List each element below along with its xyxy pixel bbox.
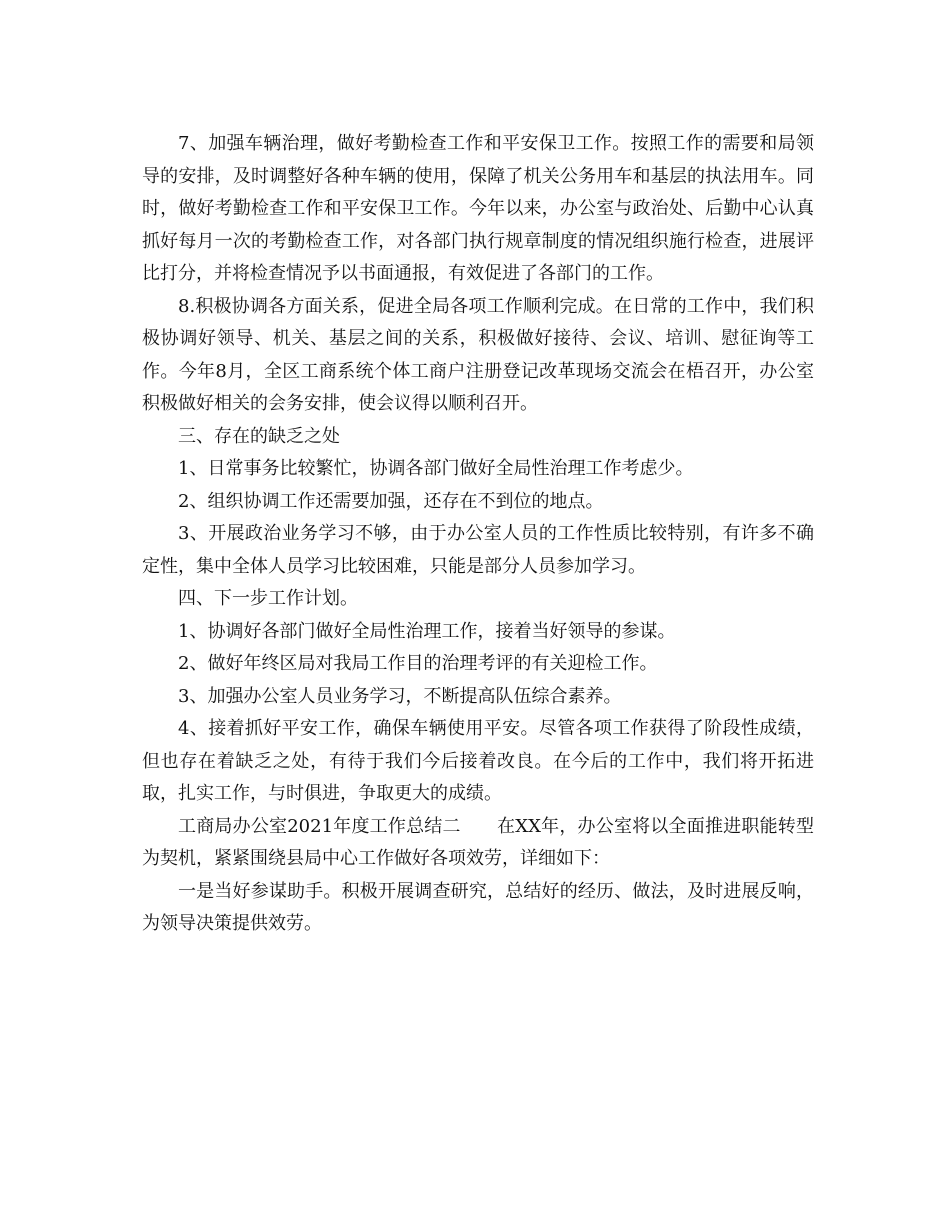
paragraph-coordination: 8.积极协调各方面关系，促进全局各项工作顺利完成。在日常的工作中，我们积极协调好领导、机关、基层之间的关系，积极做好接待、会议、培训、慰征询等工作。今年8月，全区工商系统个体工商户注册登记改革现场交流会在梧召开，办公室积极做好相关的会务安排，使会议得以顺利召开。	[142, 295, 814, 414]
section-heading-next-plan: 四、下一步工作计划。	[178, 588, 358, 609]
paragraph-vehicle-management: 7、加强车辆治理，做好考勤检查工作和平安保卫工作。按照工作的需要和局领导的安排，及时调整好各种车辆的使用，保障了机关公务用车和基层的执法用车。同时，做好考勤检查工作和平安保卫工作。今年以来，办公室与政治处、后勤中心认真抓好每月一次的考勤检查工作，对各部门执行规章制度的情况组织施行检查，进展评比打分，并将检查情况予以书面通报，有效促进了各部门的工作。	[142, 133, 814, 284]
paragraph-summary-two-intro: 工商局办公室2021年度工作总结二 在XX年，办公室将以全面推进职能转型为契机，紧紧围绕县局中心工作做好各项效劳，详细如下：	[142, 815, 814, 869]
paragraph-shortcoming-2: 2、组织协调工作还需要加强，还存在不到位的地点。	[178, 490, 604, 512]
document-body	[142, 128, 814, 941]
paragraph-shortcoming-1: 1、日常事务比较繁忙，协调各部门做好全局性治理工作考虑少。	[178, 458, 694, 479]
section-heading-shortcomings: 三、存在的缺乏之处	[178, 425, 340, 447]
paragraph-shortcoming-3: 3、开展政治业务学习不够，由于办公室人员的工作性质比较特别，有许多不确定性，集中全体人员学习比较困难，只能是部分人员参加学习。	[142, 523, 814, 577]
paragraph-plan-4: 4、接着抓好平安工作，确保车辆使用平安。尽管各项工作获得了阶段性成绩，但也存在着缺乏之处，有待于我们今后接着改良。在今后的工作中，我们将开拓进取，扎实工作，与时俱进，争取更大的成绩。	[142, 718, 814, 804]
paragraph-plan-3: 3、加强办公室人员业务学习，不断提高队伍综合素养。	[178, 685, 622, 707]
paragraph-plan-1: 1、协调好各部门做好全局性治理工作，接着当好领导的参谋。	[178, 620, 676, 642]
paragraph-advisor-role: 一是当好参谋助手。积极开展调查研究，总结好的经历、做法，及时进展反响，为领导决策提供效劳。	[142, 880, 814, 934]
paragraph-plan-2: 2、做好年终区局对我局工作目的治理考评的有关迎检工作。	[178, 653, 658, 674]
